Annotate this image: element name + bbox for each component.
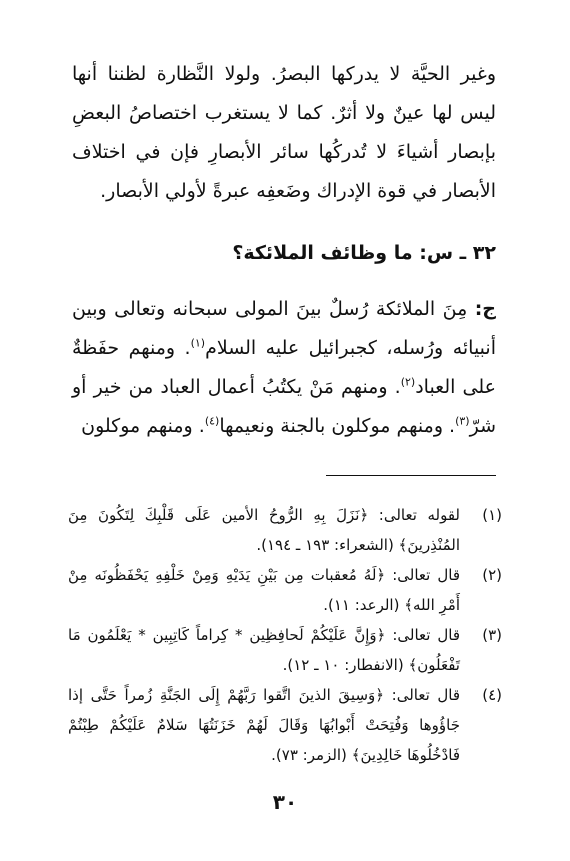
footnote-divider	[326, 475, 496, 476]
answer-paragraph	[72, 290, 496, 446]
footnote-ref-2: (٢)	[400, 375, 416, 389]
answer-label: ج:	[474, 298, 496, 320]
footnotes-list	[68, 500, 502, 770]
footnote-marker: (٤)	[482, 686, 502, 704]
answer-text-part1: مِنَ الملائكة رُسلٌ بينَ المولى سبحانه وتعالى وبين أنبيائه ورُسله، كجبرائيل عليه السلام	[72, 298, 496, 359]
answer-text-part2: . ومنهم حفَظةٌ على العباد	[72, 337, 496, 398]
question-number: ٣٢ ـ س:	[419, 242, 496, 264]
footnote-marker: (٢)	[482, 566, 502, 584]
answer-text-part3: . ومنهم مَنْ يكتُبُ أعمال العباد من خير أو شرّ	[72, 376, 496, 437]
footnote-text: قال تعالى: ﴿وَسِيقَ الذينَ اتَّقوا رَبَّهُمْ إِلَى الجَنَّةِ زُمراً حَتَّى إذا جَاؤُوها وَفُتِحَتْ أَبْوابُهَا وَقَالَ لَهُمْ خَزَنَتُهَا سَلامٌ عَلَيْكُمْ طِبْتُمْ فَادْخُلُوهَا خَالِدِينَ﴾ (الزمر: ٧٣).	[68, 686, 460, 764]
footnote-text: لقوله تعالى: ﴿نَزَلَ بِهِ الرُّوحُ الأمين عَلَى قَلْبِكَ لِتَكُونَ مِنَ المُنْذِرينَ﴾ (الشعراء: ١٩٣ ـ ١٩٤).	[68, 506, 460, 554]
page-number: ٣٠	[272, 790, 298, 814]
footnote-2	[68, 560, 502, 620]
intro-paragraph: وغير الحيَّة لا يدركها البصرُ. ولولا النَّظارة لظننا أنها ليس لها عينٌ ولا أثرٌ. كما لا يستغرب اختصاصُ البعضِ بإبصار أشياءَ لا تُدركُها سائر الأبصارِ فإن في اختلاف الأبصار في قوة الإدراك وضَعفِه عبرةً لأولي الأبصار.	[72, 63, 496, 202]
footnote-1	[68, 500, 502, 560]
footnote-ref-3: (٣)	[455, 414, 470, 428]
footnote-ref-4: (٤)	[204, 414, 220, 428]
answer-text-part4: . ومنهم موكلون بالجنة ونعيمها	[219, 415, 456, 437]
footnote-text: قال تعالى: ﴿لَهُ مُعقبات مِن بَيْنِ يَدَيْهِ وَمِنْ خَلْفِهِ يَحْفَظُونَه مِنْ أَمْرِ الله﴾ (الرعد: ١١).	[68, 566, 460, 614]
footnote-3	[68, 620, 502, 680]
footnote-text: قال تعالى: ﴿وَإِنَّ عَلَيْكُمْ لَحافِظِين * كِراماً كَاتِبِين * يَعْلَمُون مَا تَفْعَلُون﴾ (الانفطار: ١٠ ـ ١٢).	[68, 626, 460, 674]
question-text: ما وظائف الملائكة؟	[232, 242, 413, 264]
answer-text-part5: . ومنهم موكلون	[81, 415, 205, 437]
question-heading	[232, 237, 496, 269]
footnote-ref-1: (١)	[190, 336, 206, 350]
footnote-marker: (١)	[482, 506, 502, 524]
footnote-marker: (٣)	[482, 626, 502, 644]
footnote-4	[68, 680, 502, 770]
